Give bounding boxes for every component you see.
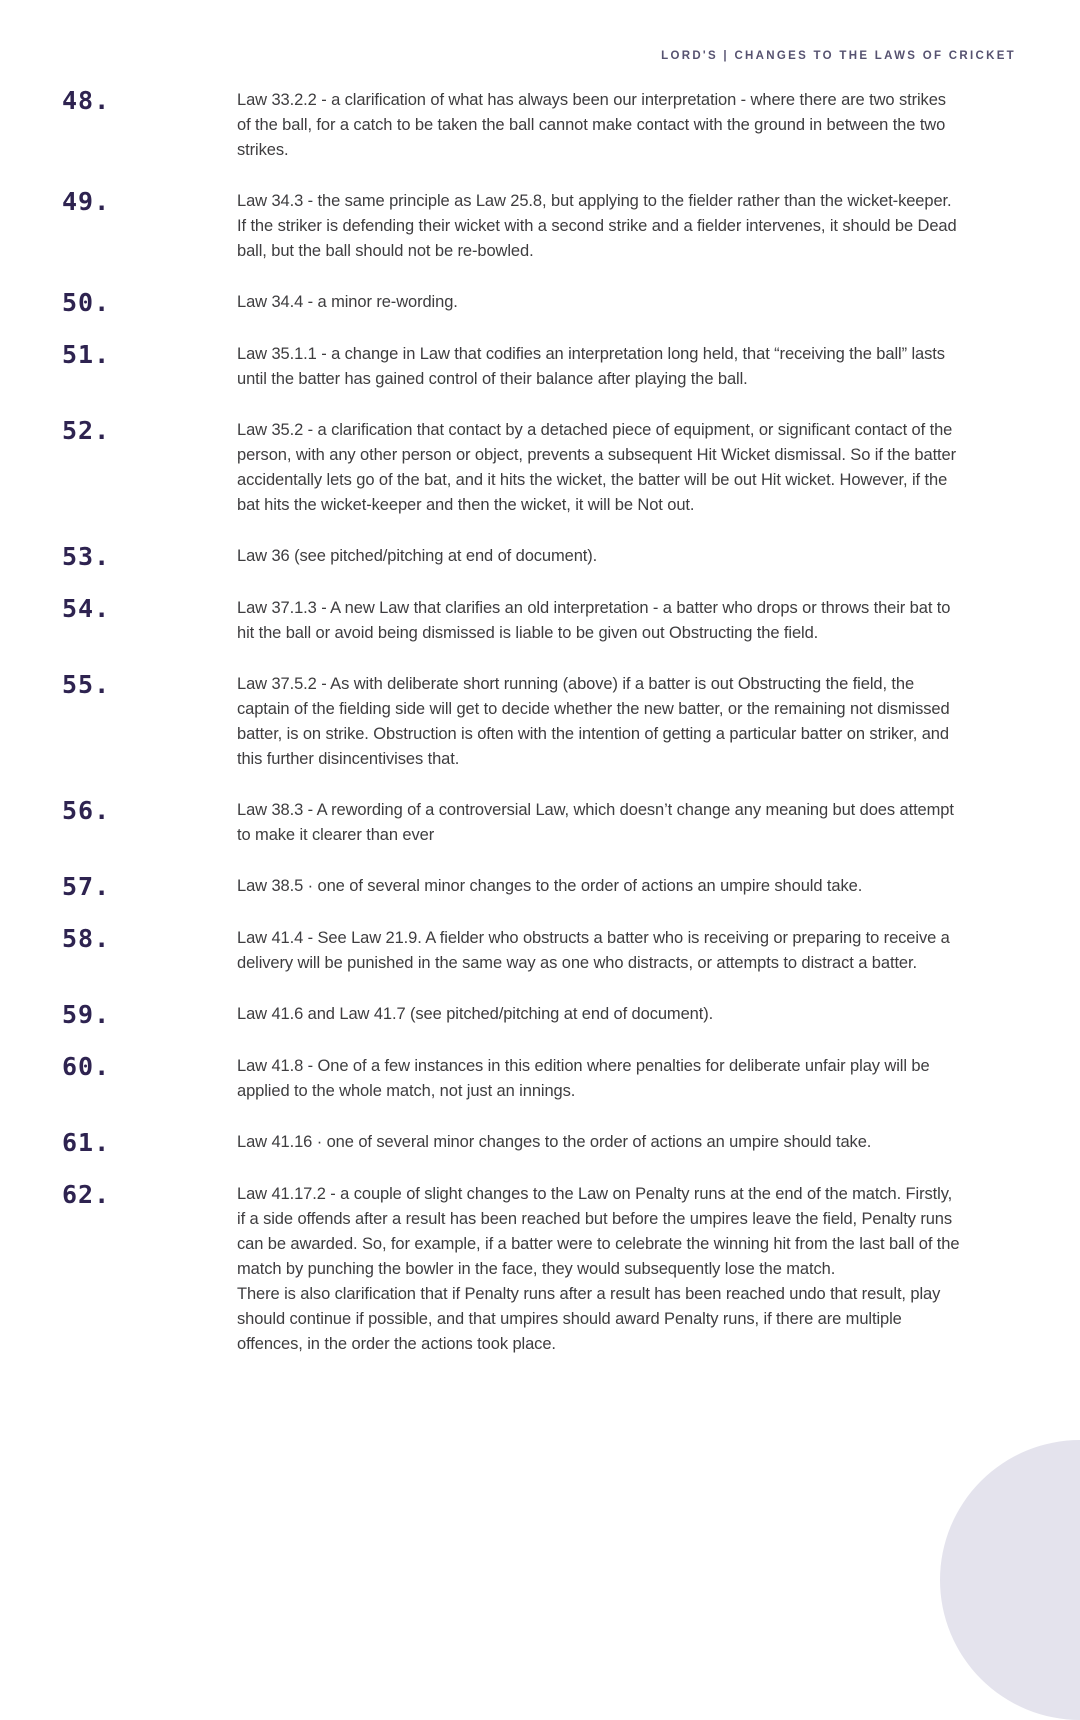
item-text [237, 342, 961, 392]
law-change-item [0, 418, 1080, 518]
law-change-item [0, 342, 1080, 392]
item-number: 58. [62, 924, 111, 953]
item-paragraph: Law 36 (see pitched/pitching at end of document). [237, 547, 598, 565]
item-text [237, 874, 961, 900]
law-change-item [0, 1054, 1080, 1104]
item-text [237, 1130, 961, 1156]
decorative-corner-blob [940, 1440, 1080, 1720]
item-number: 60. [62, 1052, 111, 1081]
item-number: 52. [62, 416, 111, 445]
law-changes-list [0, 88, 1080, 1383]
item-paragraph: Law 34.4 - a minor re-wording. [237, 293, 458, 311]
law-change-item [0, 544, 1080, 570]
law-change-item [0, 189, 1080, 264]
item-paragraph: Law 34.3 - the same principle as Law 25.8, but applying to the fielder rather than the wicket-keeper. If the striker is defending their wicket with a second strike and a fielder intervenes, it should be Dead ball, but the ball should not be re-bowled. [237, 192, 957, 260]
item-text [237, 596, 961, 646]
law-change-item [0, 926, 1080, 976]
item-text [237, 798, 961, 848]
item-paragraph: Law 38.3 - A rewording of a controversial Law, which doesn’t change any meaning but does attempt to make it clearer than ever [237, 801, 954, 844]
item-number: 53. [62, 542, 111, 571]
item-paragraph: Law 33.2.2 - a clarification of what has always been our interpretation - where there are two strikes of the ball, for a catch to be taken the ball cannot make contact with the ground in between the two strikes. [237, 91, 946, 159]
item-paragraph: Law 35.1.1 - a change in Law that codifies an interpretation long held, that “receiving the ball” lasts until the batter has gained control of their balance after playing the ball. [237, 345, 945, 388]
item-number: 56. [62, 796, 111, 825]
law-change-item [0, 290, 1080, 316]
item-number: 49. [62, 187, 111, 216]
item-text [237, 1002, 961, 1028]
item-text [237, 290, 961, 316]
law-change-item [0, 672, 1080, 772]
item-text [237, 926, 961, 976]
item-text [237, 88, 961, 163]
item-paragraph: Law 37.1.3 - A new Law that clarifies an old interpretation - a batter who drops or throws their bat to hit the ball or avoid being dismissed is liable to be given out Obstructing the field. [237, 599, 951, 642]
item-number: 51. [62, 340, 111, 369]
item-paragraph: Law 41.8 - One of a few instances in this edition where penalties for deliberate unfair play will be applied to the whole match, not just an innings. [237, 1057, 930, 1100]
item-number: 50. [62, 288, 111, 317]
law-change-item [0, 798, 1080, 848]
item-paragraph: Law 41.17.2 - a couple of slight changes to the Law on Penalty runs at the end of the match. Firstly, if a side offends after a result has been reached but before the umpires leave the field, Penalty runs can be awarded. So, for example, if a batter were to celebrate the winning hit from the last ball of the match by punching the bowler in the face, they would subsequently lose the match. [237, 1185, 960, 1278]
item-text [237, 544, 961, 570]
law-change-item [0, 1182, 1080, 1357]
law-change-item [0, 88, 1080, 163]
item-text [237, 418, 961, 518]
item-paragraph: Law 37.5.2 - As with deliberate short running (above) if a batter is out Obstructing the field, the captain of the fielding side will get to decide whether the new batter, or the remaining not dismissed batter, is on strike. Obstruction is often with the intention of getting a particular batter on striker, and this further disincentivises that. [237, 675, 950, 768]
item-text [237, 1182, 961, 1357]
page-header: LORD'S | CHANGES TO THE LAWS OF CRICKET [661, 50, 1016, 62]
item-number: 62. [62, 1180, 111, 1209]
law-change-item [0, 596, 1080, 646]
item-number: 54. [62, 594, 111, 623]
law-change-item [0, 874, 1080, 900]
item-paragraph: Law 41.4 - See Law 21.9. A fielder who obstructs a batter who is receiving or preparing to receive a delivery will be punished in the same way as one who distracts, or attempts to distract a batter. [237, 929, 950, 972]
item-paragraph: Law 35.2 - a clarification that contact by a detached piece of equipment, or significant contact of the person, with any other person or object, prevents a subsequent Hit Wicket dismissal. So if the batter accidentally lets go of the bat, and it hits the wicket, the batter will be out Hit wicket. However, if the bat hits the wicket-keeper and then the wicket, it will be Not out. [237, 421, 957, 514]
item-paragraph: Law 38.5 · one of several minor changes to the order of actions an umpire should take. [237, 877, 863, 895]
item-text [237, 672, 961, 772]
item-number: 55. [62, 670, 111, 699]
item-paragraph: There is also clarification that if Penalty runs after a result has been reached undo that result, play should continue if possible, and that umpires should award Penalty runs, if there are multiple offences, in the order the actions took place. [237, 1285, 941, 1353]
item-text [237, 1054, 961, 1104]
item-paragraph: Law 41.6 and Law 41.7 (see pitched/pitching at end of document). [237, 1005, 714, 1023]
item-number: 61. [62, 1128, 111, 1157]
item-number: 59. [62, 1000, 111, 1029]
item-paragraph: Law 41.16 · one of several minor changes to the order of actions an umpire should take. [237, 1133, 872, 1151]
item-number: 48. [62, 86, 111, 115]
law-change-item [0, 1002, 1080, 1028]
item-number: 57. [62, 872, 111, 901]
law-change-item [0, 1130, 1080, 1156]
item-text [237, 189, 961, 264]
